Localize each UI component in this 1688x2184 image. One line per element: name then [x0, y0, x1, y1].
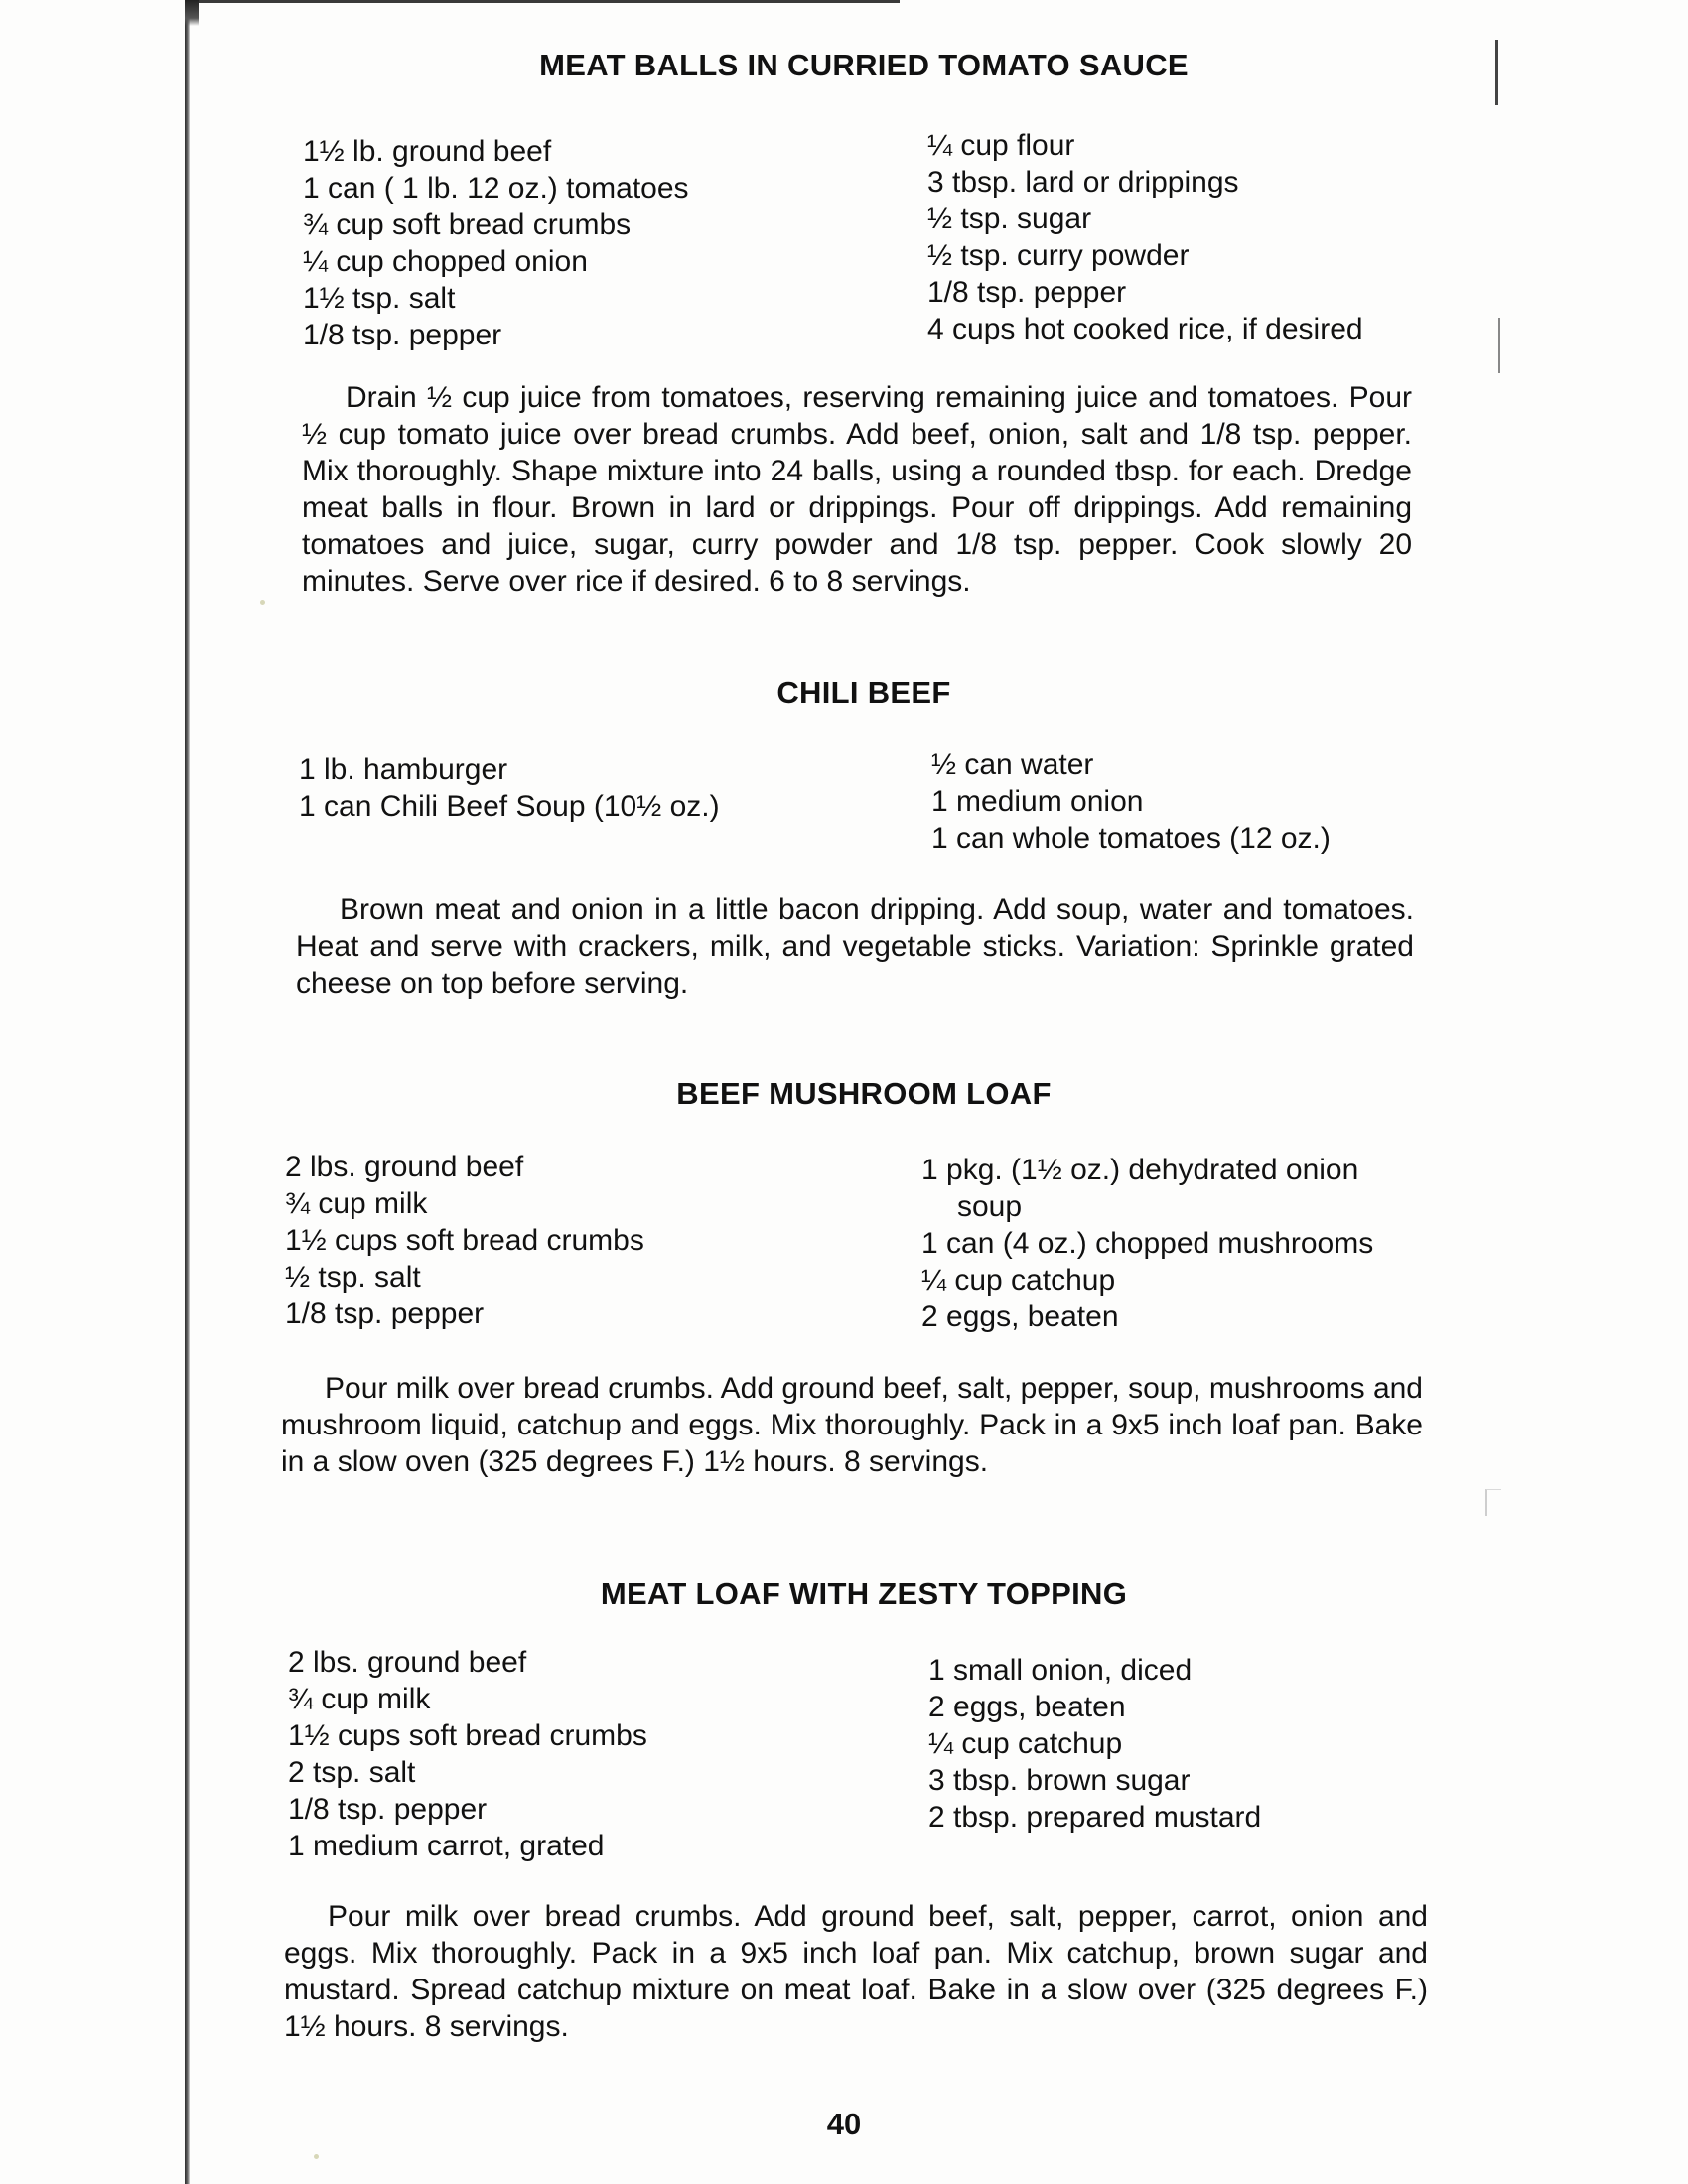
ingredient: ¼ cup catchup — [928, 1727, 1123, 1760]
ingredients-left — [285, 1149, 644, 1332]
ingredient: ¼ cup flour — [927, 129, 1075, 162]
ingredient-continuation: soup — [957, 1190, 1023, 1223]
ingredient: ¼ cup catchup — [921, 1264, 1116, 1297]
ingredients-left — [303, 133, 689, 353]
ingredient: 1 small onion, diced — [928, 1654, 1193, 1687]
ingredient: 1½ tsp. salt — [303, 282, 456, 315]
recipe-title: CHILI BEEF — [776, 675, 951, 710]
ingredient: 1/8 tsp. pepper — [927, 276, 1127, 309]
ingredient: 2 eggs, beaten — [921, 1300, 1119, 1333]
ingredient: 3 tbsp. lard or drippings — [927, 166, 1239, 199]
ingredient: ½ tsp. curry powder — [927, 239, 1190, 272]
recipe-title: MEAT LOAF WITH ZESTY TOPPING — [600, 1576, 1128, 1611]
ingredient: 1 can Chili Beef Soup (10½ oz.) — [299, 790, 720, 823]
scan-smudge — [1485, 1489, 1501, 1516]
ingredient: 1 pkg. (1½ oz.) dehydrated onion — [921, 1154, 1359, 1186]
ingredient: 2 tbsp. prepared mustard — [928, 1801, 1262, 1834]
page-left-edge-shadow — [185, 0, 190, 2184]
ingredient: 1 can (4 oz.) chopped mushrooms — [921, 1227, 1374, 1260]
page-number: 40 — [826, 2107, 862, 2141]
ingredients-right — [927, 127, 1363, 347]
ingredients-right — [921, 1152, 1373, 1335]
page-top-edge-shadow — [185, 0, 900, 3]
ingredient: 1 can ( 1 lb. 12 oz.) tomatoes — [303, 172, 689, 205]
ingredient: 1 medium onion — [931, 785, 1144, 818]
scan-mark — [1495, 40, 1498, 105]
ingredients-right — [928, 1652, 1261, 1836]
ingredient: 1½ cups soft bread crumbs — [285, 1224, 644, 1257]
scan-mark — [1498, 318, 1500, 373]
ingredients-left — [288, 1644, 647, 1864]
recipe-directions: Brown meat and onion in a little bacon dripping. Add soup, water and tomatoes. Heat and serve with crackers, milk, and vegetable sticks. Variation: Sprinkle grated cheese on top before serving. — [296, 893, 1414, 1000]
ingredient: ¾ cup soft bread crumbs — [303, 208, 632, 241]
ingredient: 1½ cups soft bread crumbs — [288, 1719, 647, 1752]
ingredient: ½ can water — [931, 749, 1094, 781]
recipe-title: MEAT BALLS IN CURRIED TOMATO SAUCE — [539, 48, 1189, 82]
ingredient: 2 lbs. ground beef — [288, 1646, 527, 1679]
ingredient: 1/8 tsp. pepper — [288, 1793, 488, 1826]
page-corner-shadow — [185, 0, 199, 26]
ingredient: 3 tbsp. brown sugar — [928, 1764, 1191, 1797]
ingredient: ¾ cup milk — [288, 1683, 431, 1715]
recipe-directions: Pour milk over bread crumbs. Add ground beef, salt, pepper, carrot, onion and eggs. Mix thoroughly. Pack in a 9x5 inch loaf pan. Mix catchup, brown sugar and mustard. Spread catchup mixture on meat loaf. Bake in a slow over (325 degrees F.) 1½ hours. 8 servings. — [284, 1900, 1428, 2043]
ingredients-right — [931, 747, 1331, 857]
scan-speck — [260, 600, 265, 605]
ingredient: 2 tsp. salt — [288, 1756, 416, 1789]
ingredient: 1/8 tsp. pepper — [285, 1297, 485, 1330]
recipe-directions: Pour milk over bread crumbs. Add ground beef, salt, pepper, soup, mushrooms and mushroom liquid, catchup and eggs. Mix thoroughly. Pack in a 9x5 inch loaf pan. Bake in a slow oven (325 degrees F.) 1½ hours. 8 servings. — [281, 1372, 1423, 1478]
ingredient: 1 lb. hamburger — [299, 753, 508, 786]
ingredient: 1 can whole tomatoes (12 oz.) — [931, 822, 1331, 855]
ingredient: ½ tsp. salt — [285, 1261, 421, 1294]
ingredient: 2 lbs. ground beef — [285, 1151, 524, 1183]
ingredient: 2 eggs, beaten — [928, 1691, 1126, 1723]
ingredient: 1½ lb. ground beef — [303, 135, 552, 168]
recipe-title: BEEF MUSHROOM LOAF — [676, 1076, 1052, 1111]
ingredient: 4 cups hot cooked rice, if desired — [927, 313, 1363, 345]
ingredients-left — [299, 751, 720, 825]
scan-speck — [314, 2154, 319, 2159]
ingredient: 1/8 tsp. pepper — [303, 319, 502, 351]
recipe-directions: Drain ½ cup juice from tomatoes, reserving remaining juice and tomatoes. Pour ½ cup tomato juice over bread crumbs. Add beef, onion, salt and 1/8 tsp. pepper. Mix thoroughly. Shape mixture into 24 balls, using a rounded tbsp. for each. Dredge meat balls in flour. Brown in lard or drippings. Pour off drippings. Add remaining tomatoes and juice, sugar, curry powder and 1/8 tsp. pepper. Cook slowly 20 minutes. Serve over rice if desired. 6 to 8 servings. — [302, 381, 1412, 598]
ingredient: ½ tsp. sugar — [927, 203, 1092, 235]
ingredient: ¾ cup milk — [285, 1187, 428, 1220]
ingredient: 1 medium carrot, grated — [288, 1830, 605, 1862]
ingredient: ¼ cup chopped onion — [303, 245, 588, 278]
